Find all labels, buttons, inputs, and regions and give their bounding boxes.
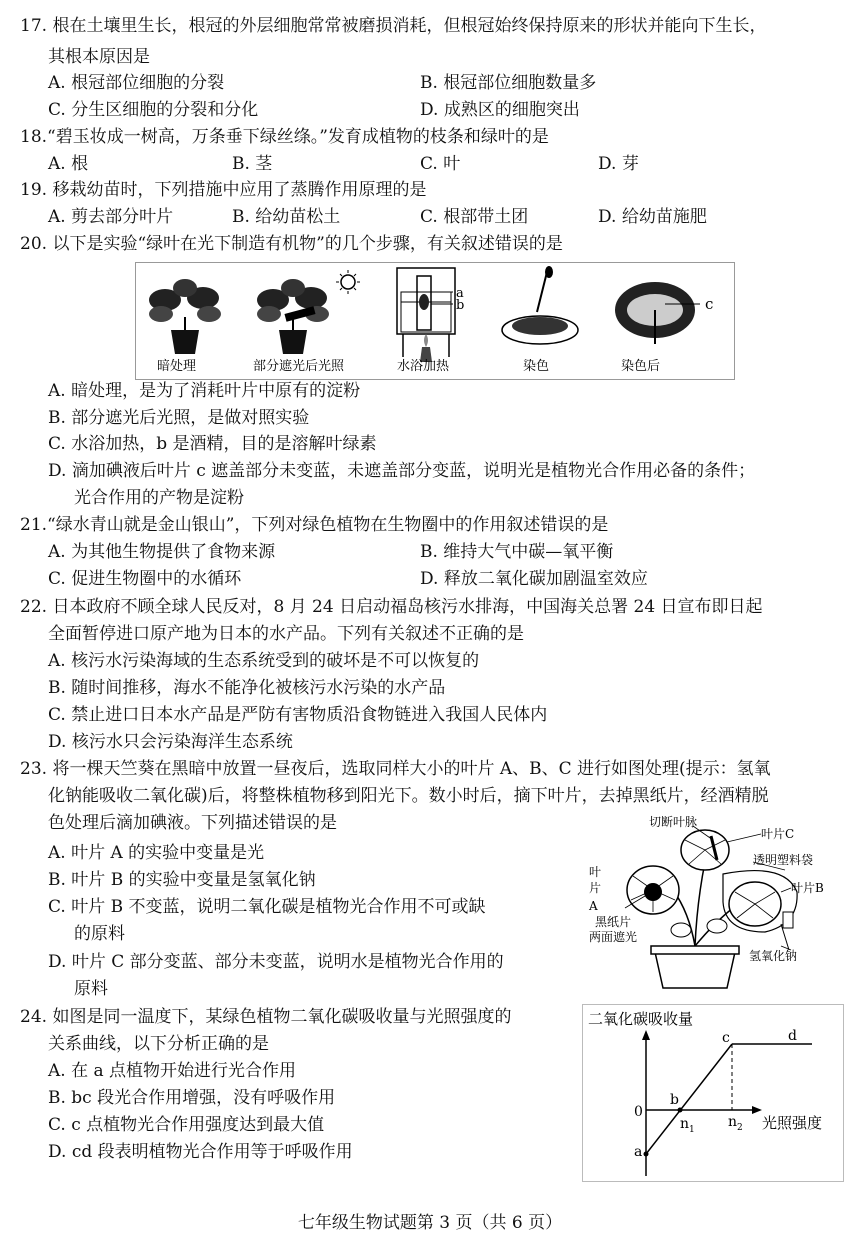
plant-dark-icon: [149, 279, 221, 354]
q23-option-d-line1: D. 叶片 C 部分变蓝、部分未变蓝，说明水是植物光合作用的: [48, 952, 504, 972]
q24-stem-line2: 关系曲线，以下分析正确的是: [48, 1034, 269, 1054]
q23-fig-leaf-c: 叶片C: [761, 827, 795, 841]
q18-stem: 18.“碧玉妆成一树高，万条垂下绿丝绦。”发育成植物的枝条和绿叶的是: [20, 127, 549, 147]
q22-option-b: B. 随时间推移，海水不能净化被核污水污染的水产品: [48, 678, 446, 698]
q24-graph-n2: n: [728, 1114, 738, 1130]
q17-option-a: A. 根冠部位细胞的分裂: [48, 73, 225, 93]
q23-stem-line3: 色处理后滴加碘液。下列描述错误的是: [48, 813, 337, 833]
q24-graph-point-a: [644, 1152, 649, 1157]
q20-label-dark: 暗处理: [157, 359, 197, 374]
water-bath-icon: [397, 268, 455, 362]
q20-option-c: C. 水浴加热，b 是酒精，目的是溶解叶绿素: [48, 434, 377, 454]
q23-fig-leaf-a-1: 叶: [589, 865, 602, 879]
q24-graph-x-arrow: [752, 1106, 762, 1114]
q24-graph-a: a: [634, 1144, 643, 1160]
q24-graph-zero: 0: [634, 1104, 643, 1120]
q22-option-a: A. 核污水污染海域的生态系统受到的破坏是不可以恢复的: [48, 651, 480, 671]
q19-option-c: C. 根部带土团: [420, 207, 529, 227]
q21-option-c: C. 促进生物圈中的水循环: [48, 569, 242, 589]
stained-leaf-icon: [615, 282, 700, 344]
q23-fig-bag: 透明塑料袋: [753, 853, 814, 867]
q17-option-d: D. 成熟区的细胞突出: [420, 100, 580, 120]
q18-option-d: D. 芽: [598, 154, 639, 174]
staining-dish-icon: [502, 266, 578, 344]
q24-graph-y-arrow: [642, 1030, 650, 1040]
q24-graph: [582, 1004, 844, 1182]
q23-fig-leaf-a-3: A: [589, 899, 598, 913]
q21-option-d: D. 释放二氧化碳加剧温室效应: [420, 569, 648, 589]
q24-graph-point-b: [678, 1108, 683, 1113]
q24-graph-c: c: [722, 1030, 730, 1046]
q23-fig-cut-vein: 切断叶脉: [649, 815, 698, 829]
q23-plant-figure: [585, 812, 847, 990]
q20-letter-b: b: [456, 298, 465, 313]
q24-option-c: C. c 点植物光合作用强度达到最大值: [48, 1115, 325, 1135]
q24-stem-line1: 24. 如图是同一温度下，某绿色植物二氧化碳吸收量与光照强度的: [20, 1007, 512, 1027]
q22-option-c: C. 禁止进口日本水产品是严防有害物质沿食物链进入我国人民体内: [48, 705, 548, 725]
q17-option-c: C. 分生区细胞的分裂和分化: [48, 100, 259, 120]
q17-option-b: B. 根冠部位细胞数量多: [420, 73, 597, 93]
q20-letter-c: c: [705, 295, 714, 313]
q20-option-d-line2: 光合作用的产物是淀粉: [74, 488, 244, 508]
q20-option-a: A. 暗处理，是为了消耗叶片中原有的淀粉: [48, 381, 361, 401]
q24-graph-b: b: [670, 1092, 679, 1108]
q20-label-water-bath: 水浴加热: [397, 359, 450, 374]
q24-option-d: D. cd 段表明植物光合作用等于呼吸作用: [48, 1142, 353, 1162]
q19-option-a: A. 剪去部分叶片: [48, 207, 174, 227]
q20-label-stain: 染色: [523, 359, 550, 374]
q20-label-after-stain: 染色后: [621, 359, 661, 374]
q22-stem-line1: 22. 日本政府不顾全球人民反对，8 月 24 日启动福岛核污水排海，中国海关总署 24 日宣布即日起: [20, 597, 763, 617]
q24-graph-d: d: [788, 1028, 797, 1044]
q23-fig-black-paper: 黑纸片: [595, 915, 632, 929]
q24-graph-n1-sub: 1: [689, 1125, 695, 1135]
geranium-plant-icon: [625, 826, 797, 988]
q24-graph-xlabel: 光照强度: [762, 1114, 823, 1132]
q23-fig-leaf-a-2: 片: [589, 881, 602, 895]
q24-option-b: B. bc 段光合作用增强，没有呼吸作用: [48, 1088, 336, 1108]
q22-stem-line2: 全面暂停进口原产地为日本的水产品。下列有关叙述不正确的是: [48, 624, 524, 644]
q23-fig-two-side-shade: 两面遮光: [589, 930, 638, 944]
q23-option-a: A. 叶片 A 的实验中变量是光: [48, 843, 265, 863]
q20-letter-a: a: [456, 286, 464, 301]
q24-graph-ylabel: 二氧化碳吸收量: [588, 1010, 694, 1028]
page-footer: 七年级生物试题第 3 页（共 6 页）: [297, 1213, 563, 1233]
q21-option-b: B. 维持大气中碳—氧平衡: [420, 542, 614, 562]
q20-label-partial-shade: 部分遮光后光照: [253, 359, 345, 374]
plant-partial-shade-icon: [257, 270, 360, 354]
q24-option-a: A. 在 a 点植物开始进行光合作用: [48, 1061, 297, 1081]
q18-option-c: C. 叶: [420, 154, 461, 174]
q23-fig-leaf-b: 叶片B: [791, 881, 824, 895]
q20-option-b: B. 部分遮光后光照，是做对照实验: [48, 408, 310, 428]
q19-stem: 19. 移栽幼苗时，下列措施中应用了蒸腾作用原理的是: [20, 180, 427, 200]
q21-option-a: A. 为其他生物提供了食物来源: [48, 542, 276, 562]
q23-stem-line2: 化钠能吸收二氧化碳)后，将整株植物移到阳光下。数小时后，摘下叶片，去掉黑纸片，经酒精脱: [48, 786, 769, 806]
q19-option-d: D. 给幼苗施肥: [598, 207, 707, 227]
q20-experiment-figure: [135, 262, 735, 380]
q23-option-d-line2: 原料: [74, 979, 108, 999]
q23-option-c-line2: 的原料: [74, 924, 125, 944]
q21-stem: 21.“绿水青山就是金山银山”，下列对绿色植物在生物圈中的作用叙述错误的是: [20, 515, 609, 535]
q24-graph-curve-abc: [646, 1044, 732, 1154]
q23-fig-naoh: 氢氧化钠: [749, 949, 798, 963]
q23-option-c-line1: C. 叶片 B 不变蓝，说明二氧化碳是植物光合作用不可或缺: [48, 897, 486, 917]
q22-option-d: D. 核污水只会污染海洋生态系统: [48, 732, 293, 752]
q19-option-b: B. 给幼苗松土: [232, 207, 341, 227]
q18-option-b: B. 茎: [232, 154, 273, 174]
q17-stem-line2: 其根本原因是: [48, 47, 150, 67]
q24-graph-n1: n: [680, 1116, 690, 1132]
q24-graph-n2-sub: 2: [737, 1123, 743, 1133]
q17-stem-line1: 17. 根在土壤里生长，根冠的外层细胞常常被磨损消耗，但根冠始终保持原来的形状并能向下生长，: [20, 16, 767, 36]
q20-stem: 20. 以下是实验“绿叶在光下制造有机物”的几个步骤，有关叙述错误的是: [20, 234, 563, 254]
q23-stem-line1: 23. 将一棵天竺葵在黑暗中放置一昼夜后，选取同样大小的叶片 A、B、C 进行如图处理(提示：氢氧: [20, 759, 771, 779]
q23-option-b: B. 叶片 B 的实验中变量是氢氧化钠: [48, 870, 316, 890]
q18-option-a: A. 根: [48, 154, 89, 174]
q20-option-d-line1: D. 滴加碘液后叶片 c 遮盖部分未变蓝，未遮盖部分变蓝，说明光是植物光合作用必备的条件；: [48, 461, 756, 481]
